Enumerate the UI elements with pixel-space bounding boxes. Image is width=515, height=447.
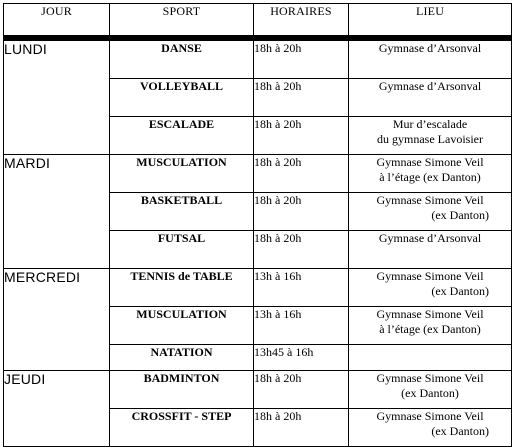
hours-cell: 18h à 20h xyxy=(254,371,349,409)
place-line: Gymnase Simone Veil xyxy=(376,269,484,283)
sports-schedule-table xyxy=(3,3,512,447)
place-line: Gymnase Simone Veil xyxy=(376,193,484,207)
table-row xyxy=(4,155,512,193)
table-row xyxy=(4,269,512,307)
place-cell xyxy=(349,117,512,155)
place-cell xyxy=(349,79,512,117)
sport-cell: FUTSAL xyxy=(110,231,254,269)
place-line-2: (ex Danton) xyxy=(431,208,489,222)
place-cell xyxy=(349,231,512,269)
hours-cell: 13h45 à 16h xyxy=(254,345,349,371)
place-line: Gymnase Simone Veil xyxy=(376,371,484,385)
place-line-2: (ex Danton) xyxy=(401,386,459,400)
sport-cell: BASKETBALL xyxy=(110,193,254,231)
hours-cell: 18h à 20h xyxy=(254,79,349,117)
header-sport: SPORT xyxy=(110,4,254,36)
place-line: Gymnase d’Arsonval xyxy=(378,79,482,93)
sport-cell: DANSE xyxy=(110,41,254,79)
place-cell xyxy=(349,193,512,231)
place-cell xyxy=(349,41,512,79)
hours-cell: 18h à 20h xyxy=(254,193,349,231)
hours-cell: 18h à 20h xyxy=(254,117,349,155)
sport-cell: TENNIS de TABLE xyxy=(110,269,254,307)
sport-cell: VOLLEYBALL xyxy=(110,79,254,117)
place-cell xyxy=(349,409,512,447)
hours-cell: 18h à 20h xyxy=(254,231,349,269)
day-label-jeudi: JEUDI xyxy=(4,371,110,447)
schedule-table-wrapper xyxy=(3,3,511,438)
place-line: Gymnase Simone Veil xyxy=(376,155,484,169)
day-label-mardi: MARDI xyxy=(4,155,110,269)
day-label-mercredi: MERCREDI xyxy=(4,269,110,371)
sport-cell: CROSSFIT - STEP xyxy=(110,409,254,447)
place-line: Gymnase d’Arsonval xyxy=(378,41,482,55)
sport-cell: ESCALADE xyxy=(110,117,254,155)
place-cell xyxy=(349,371,512,409)
header-day: JOUR xyxy=(4,4,110,36)
place-line-2: (ex Danton) xyxy=(431,284,489,298)
hours-cell: 18h à 20h xyxy=(254,409,349,447)
place-line: Gymnase d’Arsonval xyxy=(378,231,482,245)
place-line-2: du gymnase Lavoisier xyxy=(377,132,483,146)
hours-cell: 18h à 20h xyxy=(254,155,349,193)
hours-cell: 13h à 16h xyxy=(254,269,349,307)
day-label-lundi: LUNDI xyxy=(4,41,110,155)
place-cell xyxy=(349,345,512,371)
sport-cell: NATATION xyxy=(110,345,254,371)
header-row xyxy=(4,4,512,36)
place-line-2: à l’étage (ex Danton) xyxy=(379,170,481,184)
place-line: Gymnase Simone Veil xyxy=(376,307,484,321)
table-row xyxy=(4,41,512,79)
sport-cell: BADMINTON xyxy=(110,371,254,409)
header-place: LIEU xyxy=(349,4,512,36)
header-hours: HORAIRES xyxy=(254,4,349,36)
place-cell xyxy=(349,269,512,307)
place-line-2: (ex Danton) xyxy=(431,424,489,438)
table-row xyxy=(4,371,512,409)
place-cell xyxy=(349,155,512,193)
place-line: Gymnase Simone Veil xyxy=(376,409,484,423)
hours-cell: 13h à 16h xyxy=(254,307,349,345)
place-cell xyxy=(349,307,512,345)
place-line-2: à l’étage (ex Danton) xyxy=(379,322,481,336)
place-line: Mur d’escalade xyxy=(392,117,468,131)
sport-cell: MUSCULATION xyxy=(110,155,254,193)
sport-cell: MUSCULATION xyxy=(110,307,254,345)
hours-cell: 18h à 20h xyxy=(254,41,349,79)
